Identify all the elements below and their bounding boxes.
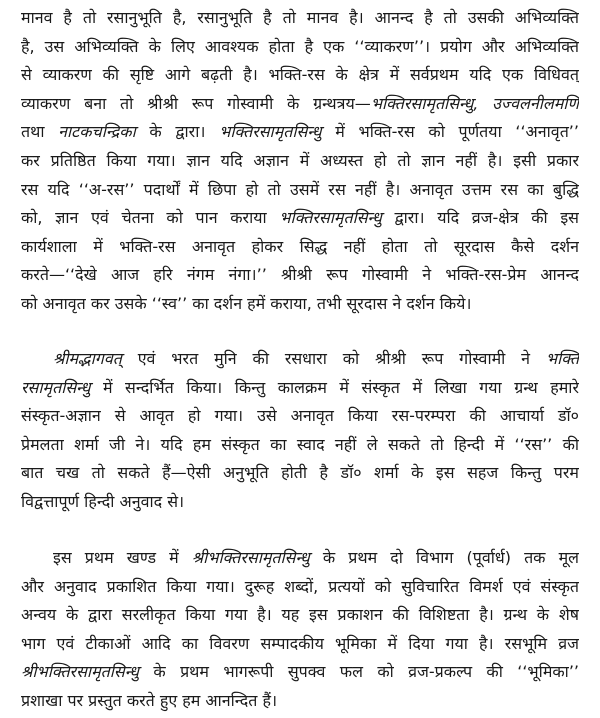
paragraph-2 xyxy=(21,345,579,517)
text-line xyxy=(21,658,579,687)
paragraph-1 xyxy=(21,4,579,319)
text-line xyxy=(21,147,579,176)
text-line xyxy=(21,459,579,488)
body-text: प्रशाखा पर प्रस्तुत करते हुए हम आनन्दित हैं। xyxy=(21,690,278,710)
text-line xyxy=(21,573,579,602)
text-line xyxy=(21,233,579,262)
text-line xyxy=(21,61,579,90)
text-line xyxy=(21,261,579,290)
paragraph-3 xyxy=(21,544,579,716)
body-text: अन्वय के द्वारा सरलीकृत किया गया है। यह इस प्रकाशन की विशिष्टता है। ग्रन्थ के शेष xyxy=(21,605,579,625)
body-text: और अनुवाद प्रकाशित किया गया। दुरूह शब्दों, प्रत्ययों को सुविचारित विमर्श एवं संस्कृत xyxy=(21,576,579,596)
body-text: एवं भरत मुनि की रसधारा को श्रीश्री रूप गोस्वामी ने xyxy=(121,349,546,368)
text-line xyxy=(21,118,579,147)
body-text: को, ज्ञान एवं चेतना को पान कराया xyxy=(21,208,280,228)
italic-title-text: श्रीभक्तिरसामृतसिन्धु xyxy=(191,548,310,567)
text-line xyxy=(21,345,579,374)
body-text: मानव है तो रसानुभूति है, रसानुभूति है तो मानव है। आनन्द है तो उसकी अभिव्यक्ति xyxy=(21,8,579,27)
body-text: में भक्ति-रस को पूर्णतया ‘‘अनावृत’’ xyxy=(321,122,579,142)
text-line xyxy=(21,176,579,205)
body-text: विद्वत्तापूर्ण हिन्दी अनुवाद से। xyxy=(21,491,185,511)
body-text: भाग एवं टीकाओं आदि का विवरण सम्पादकीय भूमिका में दिया गया है। रसभूमि व्रज xyxy=(21,633,579,653)
text-line xyxy=(21,204,579,233)
body-text: है, उस अभिव्यक्ति के लिए आवश्यक होता है एक ‘‘व्याकरण’’। प्रयोग और अभिव्यक्ति xyxy=(21,36,579,56)
italic-title-text: श्रीमद्भागवत् xyxy=(53,349,122,368)
text-line xyxy=(21,488,579,517)
body-text: कर प्रतिष्ठित किया गया। ज्ञान यदि अज्ञान में अध्यस्त हो तो ज्ञान नहीं है। इसी प्रकार xyxy=(21,150,579,170)
text-line xyxy=(21,630,579,659)
text-line xyxy=(21,544,579,573)
body-text: के प्रथम भागरूपी सुपक्व फल को व्रज-प्रकल्प की ‘‘भूमिका’’ xyxy=(138,662,579,682)
italic-title-text: भक्तिरसामृतसिन्धु xyxy=(279,208,382,228)
italic-title-text: रसामृतसिन्धु xyxy=(21,377,91,397)
text-line xyxy=(21,601,579,630)
body-text: प्रेमलता शर्मा जी ने। यदि हम संस्कृत का स्वाद नहीं ले सकते तो हिन्दी में ‘‘रस’’ की xyxy=(21,434,579,454)
italic-title-text: श्रीभक्तिरसामृतसिन्धु xyxy=(21,662,139,682)
body-text: इस प्रथम खण्ड में xyxy=(53,548,192,567)
italic-title-text: नाटकचन्द्रिका xyxy=(58,122,136,142)
body-text: संस्कृत-अज्ञान से आवृत हो गया। उसे अनावृत किया रस-परम्परा की आचार्या डॉ० xyxy=(21,406,579,426)
body-text: करते—‘‘देखे आज हरि नंगम नंगा।’’ श्रीश्री रूप गोस्वामी ने भक्ति-रस-प्रेम आनन्द xyxy=(21,265,579,285)
body-text: से व्याकरण की सृष्टि आगे बढ़ती है। भक्ति-रस के क्षेत्र में सर्वप्रथम यदि एक विधिवत् xyxy=(21,65,579,85)
text-line xyxy=(21,90,579,119)
italic-title-text: भक्ति xyxy=(545,349,579,368)
italic-title-text: भक्तिरसामृतसिन्धु xyxy=(219,122,322,142)
body-text: के प्रथम दो विभाग (पूर्वार्ध) तक मूल xyxy=(309,548,579,567)
text-line xyxy=(21,431,579,460)
text-line xyxy=(21,402,579,431)
body-text: तथा xyxy=(21,122,59,142)
body-text: के द्वारा। xyxy=(135,122,220,142)
body-text: कार्यशाला में भक्ति-रस अनावृत होकर सिद्ध नहीं होता तो सूरदास कैसे दर्शन xyxy=(21,236,579,256)
body-text: रस यदि ‘‘अ-रस’’ पदार्थों में छिपा हो तो उसमें रस नहीं है। अनावृत उत्तम रस का बुद्धि xyxy=(21,179,579,199)
body-text: को अनावृत कर उसके ‘‘स्व’’ का दर्शन हमें कराया, तभी सूरदास ने दर्शन किये। xyxy=(21,293,472,313)
text-line xyxy=(21,687,579,716)
text-line xyxy=(21,4,579,33)
body-text: में सन्दर्भित किया। किन्तु कालक्रम में संस्कृत में लिखा गया ग्रन्थ हमारे xyxy=(90,377,579,397)
body-text: द्वारा। यदि व्रज-क्षेत्र की इस xyxy=(381,208,579,228)
body-text: बात चख तो सकते हैं—ऐसी अनुभूति होती है डॉ० शर्मा के इस सहज किन्तु परम xyxy=(21,463,579,483)
text-line xyxy=(21,290,579,319)
text-line xyxy=(21,374,579,403)
body-text: व्याकरण बना तो श्रीश्री रूप गोस्वामी के ग्रन्थत्रय— xyxy=(21,93,371,113)
text-line xyxy=(21,33,579,62)
italic-title-text: भक्तिरसामृतसिन्धु, उज्वलनीलमणि xyxy=(370,93,579,113)
